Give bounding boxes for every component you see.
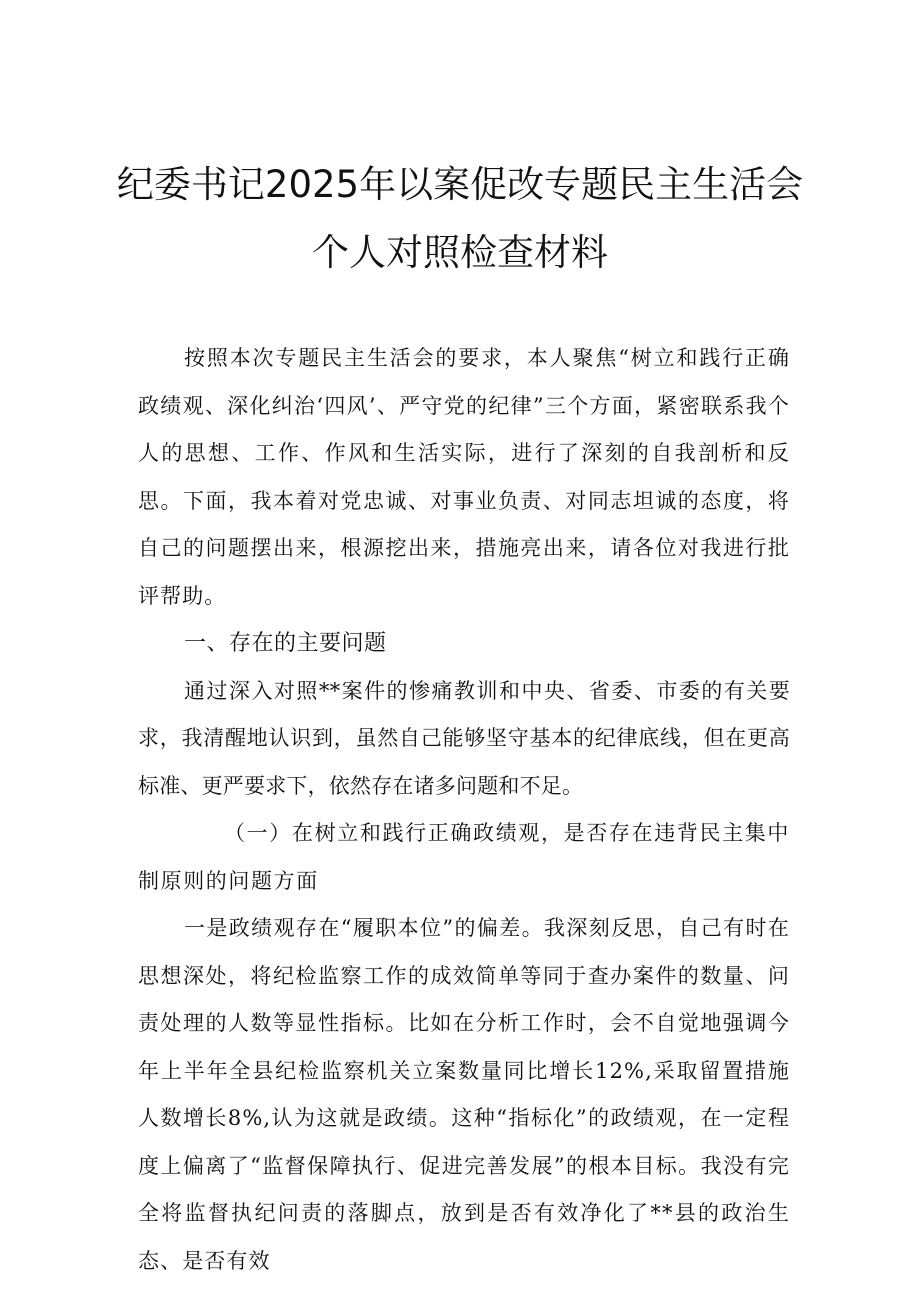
section-heading: 一、存在的主要问题 <box>184 631 387 656</box>
subsection-heading: （一）在树立和践行正确政绩观，是否存在违背民主集中制原则的问题方面 <box>138 821 790 893</box>
document-body <box>138 335 790 1285</box>
point-paragraph: 一是政绩观存在“履职本位”的偏差。我深刻反思，自己有时在思想深处，将纪检监察工作的成效简单等同于查办案件的数量、问责处理的人数等显性指标。比如在分析工作时，会不自觉地强调今年上半年全县纪检监察机关立案数量同比增长12%,采取留置措施人数增长8%,认为这就是政绩。这种“指标化”的政绩观，在一定程度上偏离了“监督保障执行、促进完善发展”的根本目标。我没有完全将监督执纪问责的落脚点，放到是否有效净化了**县的政治生态、是否有效 <box>138 916 790 1273</box>
document-subtitle: 个人对照检查材料 <box>312 231 608 274</box>
section-intro-paragraph: 通过深入对照**案件的惨痛教训和中央、省委、市委的有关要求，我清醒地认识到，虽然自己能够坚守基本的纪律底线，但在更高标准、更严要求下，依然存在诸多问题和不足。 <box>138 678 790 798</box>
document-title: 纪委书记2025年以案促改专题民主生活会 <box>116 163 804 206</box>
intro-paragraph: 按照本次专题民主生活会的要求，本人聚焦“树立和践行正确政绩观、深化纠治‘四风’、严守党的纪律”三个方面，紧密联系我个人的思想、工作、作风和生活实际，进行了深刻的自我剖析和反思。下面，我本着对党忠诚、对事业负责、对同志坦诚的态度，将自己的问题摆出来，根源挖出来，措施亮出来，请各位对我进行批评帮助。 <box>138 346 790 608</box>
